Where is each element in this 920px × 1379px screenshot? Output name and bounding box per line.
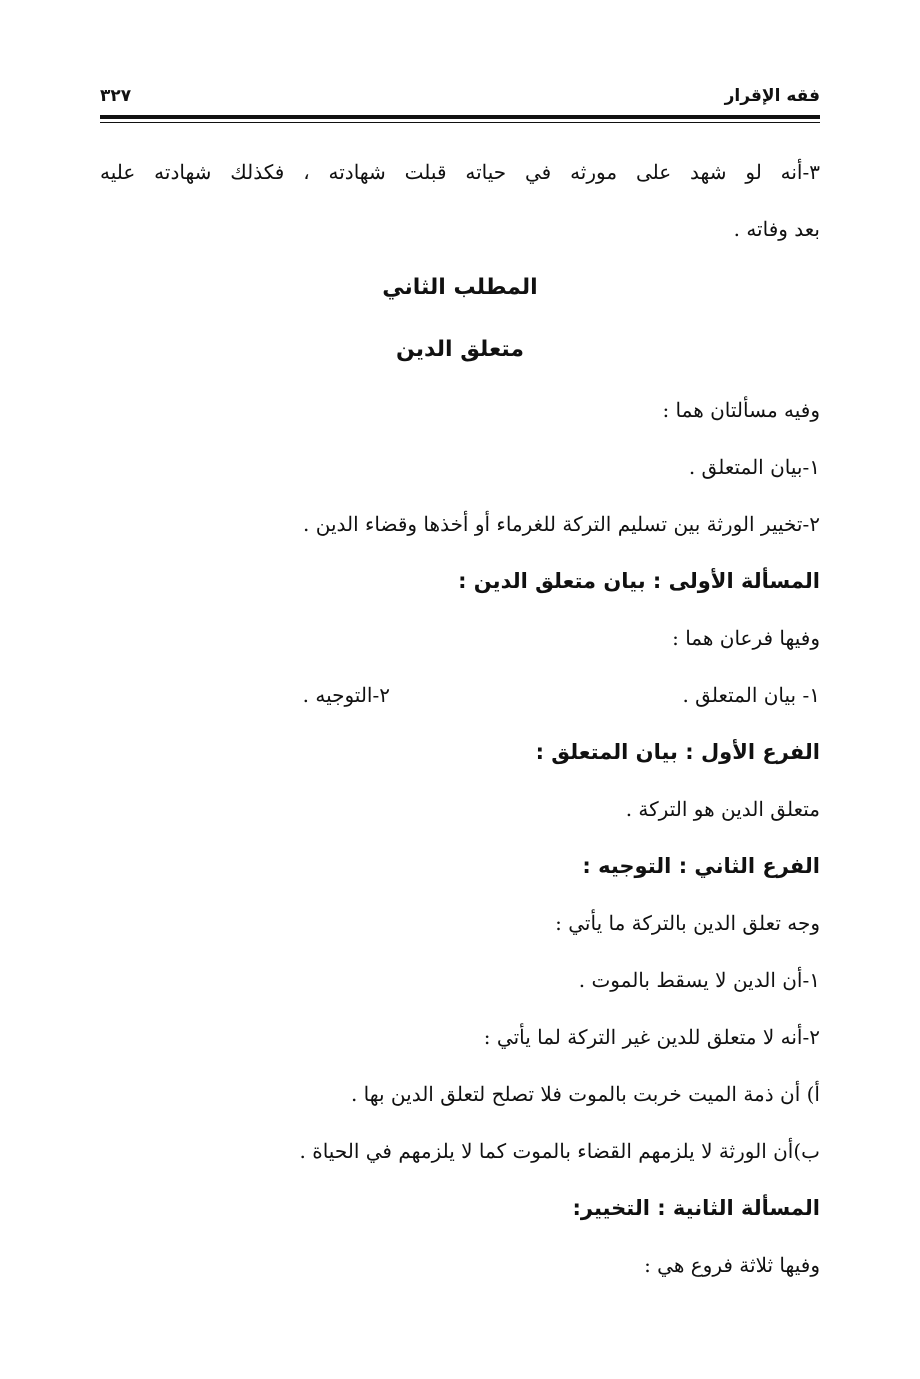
section-title: المطلب الثاني: [382, 275, 538, 300]
body-text: وفيها ثلاثة فروع هي :: [644, 1253, 820, 1277]
list-item: ٢-تخيير الورثة بين تسليم التركة للغرماء أو أخذها وقضاء الدين .: [303, 512, 820, 536]
section-subtitle: متعلق الدين: [395, 337, 525, 362]
body-text: متعلق الدين هو التركة .: [625, 797, 820, 821]
list-item: ب)أن الورثة لا يلزمهم القضاء بالموت كما لا يلزمهم في الحياة .: [299, 1139, 820, 1163]
running-title: فقه الإقرار: [724, 86, 820, 106]
subsection-heading: المسألة الأولى : بيان متعلق الدين :: [458, 569, 820, 593]
page-header: [100, 82, 820, 118]
two-column-list: [100, 673, 820, 730]
paragraph-line: ٣-أنه لو شهد على مورثه في حياته قبلت شهادته ، فكذلك شهادته عليه: [100, 160, 820, 184]
page-number: ٣٢٧: [100, 86, 132, 106]
list-item: ١- بيان المتعلق .: [682, 683, 820, 707]
subsection-heading: الفرع الثاني : التوجيه :: [582, 854, 820, 878]
intro-text: وفيها فرعان هما :: [672, 626, 820, 650]
list-item: ٢-أنه لا متعلق للدين غير التركة لما يأتي :: [483, 1025, 820, 1049]
list-item: أ) أن ذمة الميت خربت بالموت فلا تصلح لتعلق الدين بها .: [350, 1082, 820, 1106]
header-rule-thin: [100, 122, 820, 123]
paragraph-line: بعد وفاته .: [733, 217, 820, 241]
subsection-heading: الفرع الأول : بيان المتعلق :: [535, 740, 820, 764]
header-rule-thick: [100, 115, 820, 119]
intro-text: وفيه مسألتان هما :: [662, 398, 820, 422]
list-item: ٢-التوجيه .: [302, 683, 390, 707]
subsection-heading: المسألة الثانية : التخيير:: [572, 1196, 820, 1220]
list-item: ١-بيان المتعلق .: [688, 455, 820, 479]
body-text: وجه تعلق الدين بالتركة ما يأتي :: [555, 911, 820, 935]
page-body: [100, 150, 820, 1300]
list-item: ١-أن الدين لا يسقط بالموت .: [578, 968, 820, 992]
